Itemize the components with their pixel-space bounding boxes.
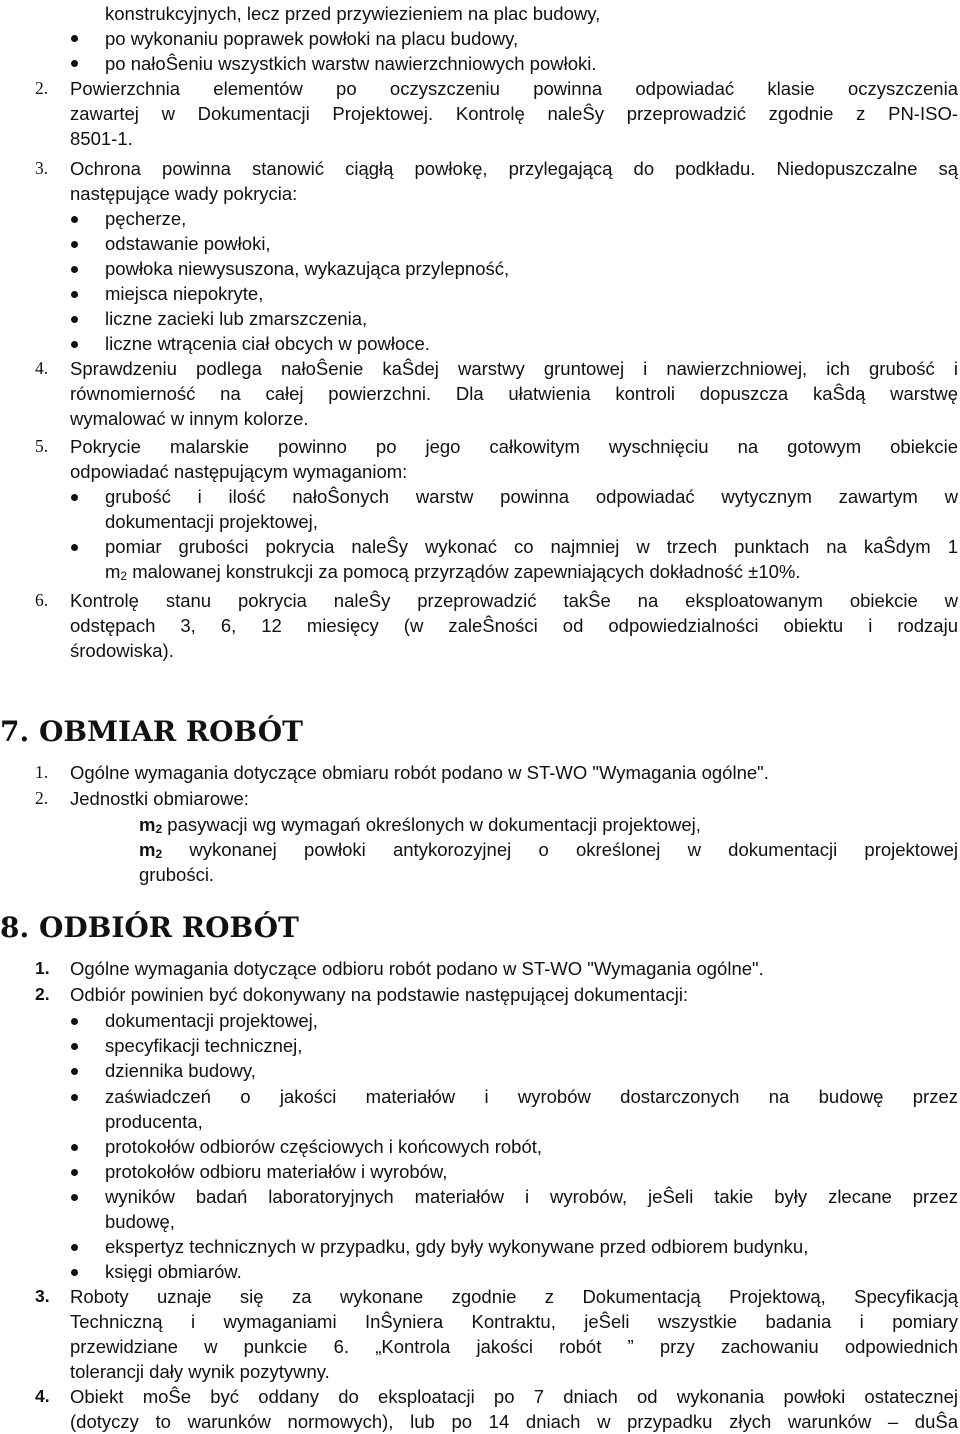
list-item: miejsca niepokryte, [105, 283, 264, 304]
bullet-icon [71, 341, 78, 348]
list-item: po nałoŜeniu wszystkich warstw nawierzchniowych powłoki. [105, 53, 597, 74]
unit-line: m2 wykonanej powłoki antykorozyjnej o określonej w dokumentacji projektowej [139, 839, 958, 861]
paragraph-line: Sprawdzeniu podlega nałoŜenie kaŜdej warstwy gruntowej i nawierzchniowej, ich grubość i [70, 358, 958, 379]
list-item: dziennika budowy, [105, 1060, 256, 1081]
list-item: pęcherze, [105, 208, 187, 229]
paragraph-line: Ogólne wymagania dotyczące odbioru robót podano w ST-WO "Wymagania ogólne". [70, 958, 764, 979]
paragraph-line: Ogólne wymagania dotyczące obmiaru robót podano w ST-WO "Wymagania ogólne". [70, 762, 769, 783]
paragraph-line: środowiska). [70, 640, 174, 661]
bullet-icon [71, 1244, 78, 1251]
bullet-icon [71, 216, 78, 223]
list-item: specyfikacji technicznej, [105, 1035, 303, 1056]
list-item: odstawanie powłoki, [105, 233, 271, 254]
section-heading: 7. OBMIAR ROBÓT [0, 715, 303, 748]
list-item: m2 malowanej konstrukcji za pomocą przyrządów zapewniających dokładność ±10%. [105, 561, 801, 583]
bullet-icon [71, 1194, 78, 1201]
item-number: 1. [35, 762, 49, 782]
list-item: konstrukcyjnych, lecz przed przywiezieniem na plac budowy, [105, 3, 601, 24]
item-number: 2. [35, 984, 50, 1004]
paragraph-line: tolerancji dały wynik pozytywny. [70, 1361, 330, 1382]
paragraph-line: Roboty uznaje się za wykonane zgodnie z Dokumentacją Projektową, Specyfikacją [70, 1286, 958, 1307]
list-item: księgi obmiarów. [105, 1261, 242, 1282]
unit-line: m2 pasywacji wg wymagań określonych w dokumentacji projektowej, [139, 814, 701, 836]
bullet-icon [71, 1043, 78, 1050]
list-item: pomiar grubości pokrycia naleŜy wykonać co najmniej w trzech punktach na kaŜdym 1 [105, 536, 958, 557]
paragraph-line: Jednostki obmiarowe: [70, 788, 249, 809]
bullet-icon [71, 35, 78, 42]
list-item: zaświadczeń o jakości materiałów i wyrobów dostarczonych na budowę przez [105, 1086, 958, 1107]
paragraph-line: Ochrona powinna stanowić ciągłą powłokę, przylegającą do podkładu. Niedopuszczalne są [70, 158, 958, 179]
item-number: 5. [35, 436, 49, 456]
item-number: 4. [35, 1386, 50, 1406]
item-number: 1. [35, 958, 50, 978]
bullet-icon [71, 494, 78, 501]
list-item: ekspertyz technicznych w przypadku, gdy były wykonywane przed odbiorem budynku, [105, 1236, 809, 1257]
list-item: protokołów odbioru materiałów i wyrobów, [105, 1161, 448, 1182]
item-number: 3. [35, 1286, 50, 1306]
paragraph-line: przewidziane w punkcie 6. „Kontrola jakości robót ” przy zachowaniu odpowiednich [70, 1336, 958, 1357]
paragraph-line: Powierzchnia elementów po oczyszczeniu powinna odpowiadać klasie oczyszczenia [70, 78, 958, 99]
paragraph-line: odpowiadać następującym wymaganiom: [70, 461, 408, 482]
paragraph-line: następujące wady pokrycia: [70, 183, 298, 204]
list-item: powłoka niewysuszona, wykazująca przylepność, [105, 258, 510, 279]
paragraph-line: zawartej w Dokumentacji Projektowej. Kontrolę naleŜy przeprowadzić zgodnie z PN-ISO- [70, 103, 958, 124]
list-item: wyników badań laboratoryjnych materiałów i wyrobów, jeŜeli takie były zlecane przez [105, 1186, 958, 1207]
paragraph-line: 8501-1. [70, 128, 133, 149]
bullet-icon [71, 1269, 78, 1276]
item-number: 3. [35, 158, 49, 178]
bullet-icon [71, 266, 78, 273]
item-number: 4. [35, 358, 49, 378]
paragraph-line: Odbiór powinien być dokonywany na podstawie następującej dokumentacji: [70, 984, 689, 1005]
list-item: liczne zacieki lub zmarszczenia, [105, 308, 368, 329]
paragraph-line: odstępach 3, 6, 12 miesięcy (w zaleŜności od odpowiedzialności obiektu i rodzaju [70, 615, 958, 636]
item-number: 2. [35, 788, 49, 808]
list-item: grubość i ilość nałoŜonych warstw powinna odpowiadać wytycznym zawartym w [105, 486, 958, 507]
paragraph-line: Techniczną i wymaganiami InŜyniera Kontraktu, jeŜeli wszystkie badania i pomiary [70, 1311, 958, 1332]
list-item: protokołów odbiorów częściowych i końcowych robót, [105, 1136, 543, 1157]
bullet-icon [71, 1144, 78, 1151]
unit-line: grubości. [139, 864, 215, 885]
list-item: budowę, [105, 1211, 175, 1232]
bullet-icon [71, 316, 78, 323]
bullet-icon [71, 241, 78, 248]
bullet-icon [71, 544, 78, 551]
list-item: dokumentacji projektowej, [105, 511, 318, 532]
bullet-icon [71, 1169, 78, 1176]
paragraph-line: (dotyczy to warunków normowych), lub po 14 dniach w przypadku złych warunków – duŜa [70, 1411, 958, 1432]
bullet-icon [71, 1068, 78, 1075]
paragraph-line: Pokrycie malarskie powinno po jego całkowitym wyschnięciu na gotowym obiekcie [70, 436, 958, 457]
item-number: 2. [35, 78, 49, 98]
item-number: 6. [35, 590, 49, 610]
paragraph-line: Kontrolę stanu pokrycia naleŜy przeprowadzić takŜe na eksploatowanym obiekcie w [70, 590, 958, 611]
bullet-icon [71, 60, 78, 67]
paragraph-line: Obiekt moŜe być oddany do eksploatacji po 7 dniach od wykonania powłoki ostatecznej [70, 1386, 958, 1407]
list-item: dokumentacji projektowej, [105, 1010, 318, 1031]
list-item: producenta, [105, 1111, 203, 1132]
list-item: po wykonaniu poprawek powłoki na placu budowy, [105, 28, 519, 49]
section-heading: 8. ODBIÓR ROBÓT [0, 911, 299, 944]
paragraph-line: równomierność na całej powierzchni. Dla ułatwienia kontroli dopuszcza kaŜdą warstwę [70, 383, 958, 404]
bullet-icon [71, 1094, 78, 1101]
list-item: liczne wtrącenia ciał obcych w powłoce. [105, 333, 430, 354]
bullet-icon [71, 1018, 78, 1025]
paragraph-line: wymalować w innym kolorze. [70, 408, 309, 429]
bullet-icon [71, 291, 78, 298]
